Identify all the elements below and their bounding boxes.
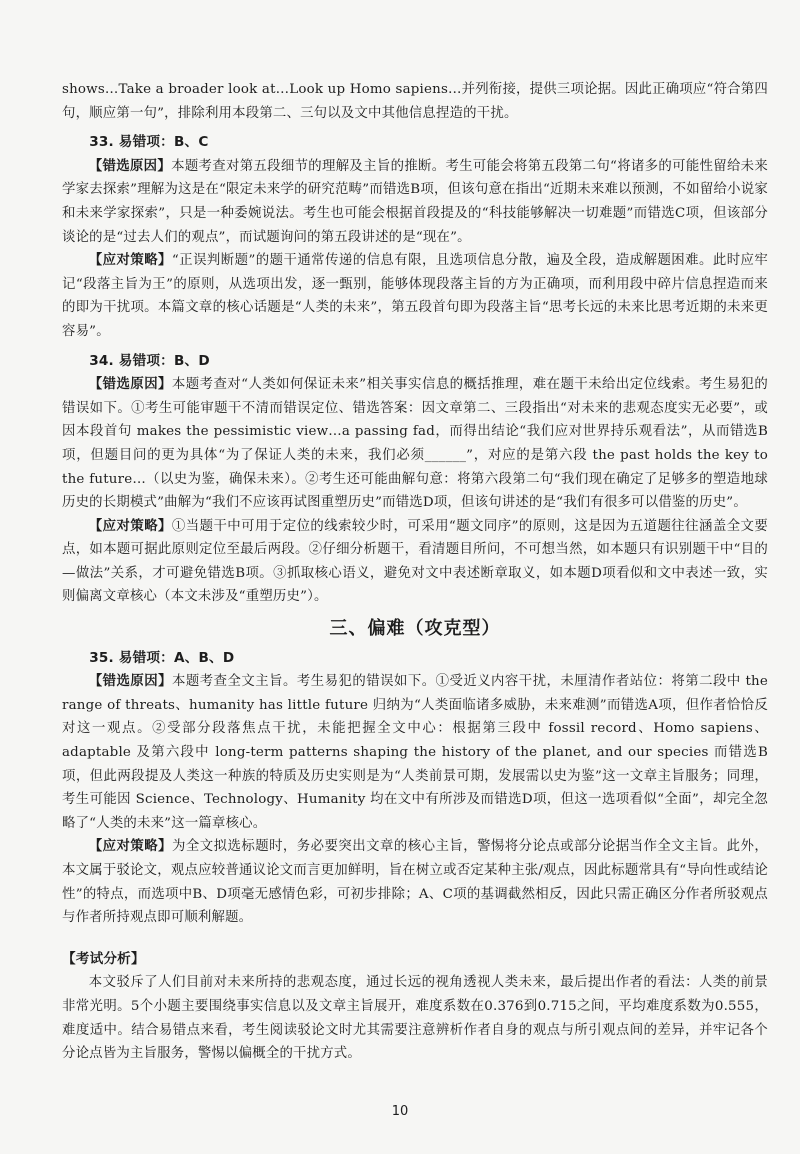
page-content bbox=[62, 78, 768, 1066]
q33-reason-label: 【错选原因】 bbox=[88, 158, 172, 174]
q33-strategy bbox=[62, 249, 768, 343]
q33-reason-text: 本题考查对第五段细节的理解及主旨的推断。考生可能会将第五段第二句“将诸多的可能性留给未来学家去探索”理解为这是在“限定未来学的研究范畴”而错选B项，但该句意在指出“近期未来难以预测，不如留给小说家和未来学家探索”，只是一种委婉说法。考生也可能会根据首段提及的“科技能够解决一切难题”而错选C项，但该部分谈论的是“过去人们的观点”，而试题询问的第五段讲述的是“现在”。 bbox=[62, 158, 768, 245]
q35-heading: 35. 易错项：A、B、D bbox=[89, 649, 235, 666]
q35-reason-label: 【错选原因】 bbox=[88, 674, 173, 690]
q33-strategy-label: 【应对策略】 bbox=[88, 253, 172, 269]
q33-reason bbox=[62, 155, 768, 249]
q34-reason bbox=[62, 373, 768, 515]
q34-reason-label: 【错选原因】 bbox=[88, 377, 172, 393]
q35-reason-text: 本题考查全文主旨。考生易犯的错误如下。①受近义内容干扰，未厘清作者站位：将第二段中 the range of threats、humanity has little future 归纳为“人类面临诸多威胁，未来难测”而错选A项，但作者恰恰反对这一观点。②受部分段落焦点干扰，未能把握全文中心：根据第三段中 fossil record、Homo sapiens、adaptable 及第六段中 long-term patterns shaping the history of the planet, and our species 而错选B项，但此两段提及人类这一种族的特质及历史实则是为“人类前景可期，发展需以史为鉴”这一文章主旨服务；同理，考生可能因 Science、Technology、Humanity 均在文中有所涉及而错选D项，但这一选项看似“全面”，却完全忽略了“人类的未来”这一篇章核心。 bbox=[62, 674, 769, 831]
analysis-text: 本文驳斥了人们目前对未来所持的悲观态度，通过长远的视角透视人类未来，最后提出作者的看法：人类的前景非常光明。5个小题主要围绕事实信息以及文章主旨展开，难度系数在0.376到0.715之间，平均难度系数为0.555，难度适中。结合易错点来看，考生阅读驳论文时尤其需要注意辨析作者自身的观点与所引观点间的差异，并牢记各个分论点皆为主旨服务，警惕以偏概全的干扰方式。 bbox=[62, 975, 768, 1062]
q33-strategy-text: “正误判断题”的题干通常传递的信息有限，且选项信息分散，遍及全段，造成解题困难。此时应牢记“段落主旨为王”的原则，从选项出发，逐一甄别，能够体现段落主旨的方为正确项，而利用段中碎片信息捏造而来的即为干扰项。本篇文章的核心话题是“人类的未来”，第五段首句即为段落主旨“思考长远的未来比思考近期的未来更容易”。 bbox=[62, 253, 768, 339]
q34-heading: 34. 易错项：B、D bbox=[89, 352, 210, 369]
analysis-label: 【考试分析】 bbox=[62, 950, 145, 967]
q35-reason bbox=[62, 670, 768, 835]
q34-strategy-label: 【应对策略】 bbox=[88, 518, 172, 534]
intro-paragraph: shows…Take a broader look at…Look up Homo sapiens…并列衔接，提供三项论据。因此正确项应“符合第四句，顺应第一句”，排除利用本段第二、三句以及文中其他信息捏造的干扰。 bbox=[62, 82, 768, 121]
q35-strategy-text: 为全文拟选标题时，务必要突出文章的核心主旨，警惕将分论点或部分论据当作全文主旨。此外，本文属于驳论文，观点应较普通议论文而言更加鲜明，旨在树立或否定某种主张/观点，因此标题常具有“导向性或结论性”的特点，而选项中B、D项毫无感情色彩，可初步排除；A、C项的基调截然相反，因此只需正确区分作者所驳观点与作者所持观点即可顺利解题。 bbox=[62, 839, 768, 926]
page-number: 10 bbox=[391, 1104, 409, 1119]
q35-strategy bbox=[62, 835, 768, 929]
q34-reason-text: 本题考查对“人类如何保证未来”相关事实信息的概括推理，难在题干未给出定位线索。考生易犯的错误如下。①考生可能审题干不清而错误定位、错选答案：因文章第二、三段指出“对未来的悲观态度实无必要”，或因本段首句 makes the pessimistic view…a passing fad，而得出结论“我们应对世界持乐观看法”，从而错选B项，但题目问的更为具体“为了保证人类的未来，我们必须______”，对应的是第六段 the past holds the key to the future…（以史为鉴，确保未来）。②考生还可能曲解句意：将第六段第二句“我们现在确定了足够多的塑造地球历史的长期模式”曲解为“我们不应该再试图重塑历史”而错选D项，但该句讲述的是“我们有很多可以借鉴的历史”。 bbox=[62, 377, 768, 511]
q34-strategy bbox=[62, 515, 768, 609]
q35-strategy-label: 【应对策略】 bbox=[88, 839, 172, 855]
section-title: 三、偏难（攻克型） bbox=[329, 618, 501, 640]
q33-heading: 33. 易错项：B、C bbox=[89, 134, 209, 151]
q34-strategy-text: ①当题干中可用于定位的线索较少时，可采用“题文同序”的原则，这是因为五道题往往涵盖全文要点，如本题可据此原则定位至最后两段。②仔细分析题干，看清题目所问，不可想当然，如本题只有识别题干中“目的—做法”关系，才可避免错选B项。③抓取核心语义，避免对文中表述断章取义，如本题D项看似和文中表述一致，实则偏离文章核心（本文未涉及“重塑历史”）。 bbox=[62, 518, 768, 605]
